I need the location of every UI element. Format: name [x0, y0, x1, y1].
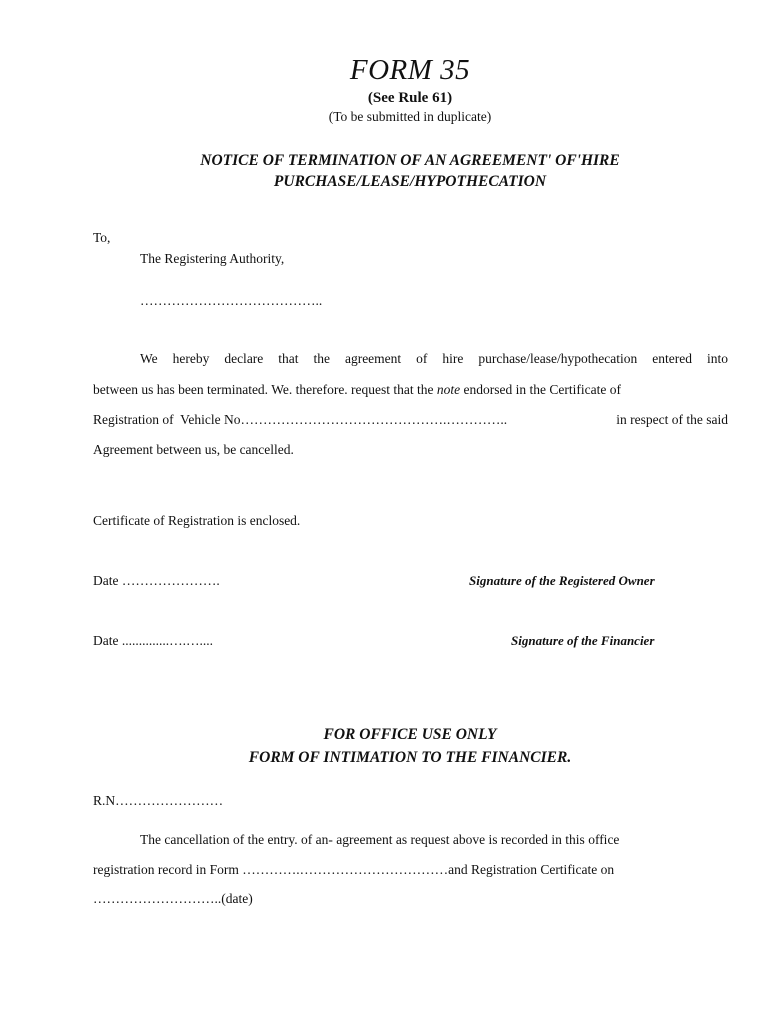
registering-authority: The Registering Authority, — [140, 251, 285, 266]
office-para-line-2: registration record in Form ………….……………………………and Registration Certificate on — [93, 862, 615, 877]
word: entered — [652, 351, 692, 366]
note-word: note — [436, 382, 461, 397]
date-blank-field: ………………………..(date) — [93, 891, 253, 906]
declaration-line-4: Agreement between us, be cancelled. — [93, 442, 294, 457]
authority-blank-field: ………………………………….. — [140, 293, 323, 308]
owner-signature-label: Signature of the Registered Owner — [469, 573, 655, 588]
vehicle-number-blank: Registration of Vehicle No……………………………………….………….. — [93, 412, 508, 427]
word: We — [140, 351, 158, 366]
duplicate-note: (To be submitted in duplicate) — [328, 109, 492, 124]
enclosure-note: Certificate of Registration is enclosed. — [93, 513, 301, 528]
form-title: FORM 35 — [349, 54, 471, 86]
intimation-title: FORM OF INTIMATION TO THE FINANCIER. — [248, 749, 572, 766]
office-para-line-1: The cancellation of the entry. of an- agreement as request above is recorded in this office — [140, 832, 620, 847]
financier-signature-label: Signature of the Financier — [511, 633, 655, 648]
word: the — [313, 351, 330, 366]
word: declare — [224, 351, 264, 366]
word: of — [416, 351, 428, 366]
declaration-line-2 — [93, 382, 621, 398]
addressee-to: To, — [93, 230, 111, 245]
see-rule-reference: (See Rule 61) — [367, 90, 453, 106]
declaration-line-3 — [93, 412, 728, 428]
office-use-title: FOR OFFICE USE ONLY — [323, 726, 497, 743]
notice-title-line-1: NOTICE OF TERMINATION OF AN AGREEMENT' OF'HIRE — [200, 152, 620, 169]
rn-field: R.N…………………… — [93, 793, 224, 808]
declaration-line-1 — [140, 351, 728, 367]
notice-title-line-2: PURCHASE/LEASE/HYPOTHECATION — [273, 173, 547, 190]
declaration-text: endorsed in the Certificate of — [463, 382, 621, 397]
word: agreement — [344, 351, 402, 366]
declaration-text: in respect of the said — [616, 412, 728, 427]
word: hereby — [172, 351, 210, 366]
word: that — [278, 351, 299, 366]
word: into — [706, 351, 728, 366]
word: hire — [442, 351, 464, 366]
word: purchase/lease/hypothecation — [478, 351, 638, 366]
financier-date-field: Date ..............….….... — [93, 633, 213, 648]
owner-date-field: Date …………………. — [93, 573, 220, 588]
declaration-text: between us has been terminated. We. therefore. request that the — [93, 382, 434, 397]
